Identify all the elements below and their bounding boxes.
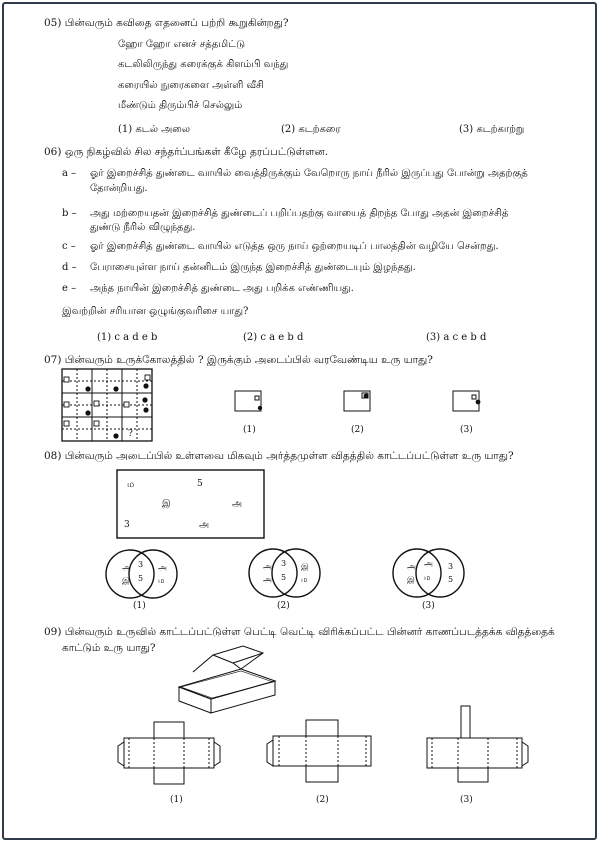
q06-item-a: ஓர் இறைச்சித் துண்டை வாயில் வைத்திருக்கும் வேறொரு நாய் நீரில் இருப்பது போன்று அதற்குத் <box>90 168 528 179</box>
q07-option-label: (1) <box>243 425 256 435</box>
venn-item: ம <box>424 573 431 582</box>
q09-option-label: (1) <box>170 795 183 805</box>
q05-question: 05) பின்வரும் கவிதை எதனைப் பற்றி கூறுகின்றது? <box>44 17 289 29</box>
q08-box-item: இ <box>162 499 171 509</box>
q05-poem-line: கடலிலிருந்து கரைக்குக் கிளம்பி வந்து <box>118 59 289 70</box>
venn-item: 5 <box>281 573 287 582</box>
q08-box-item: அ <box>232 499 243 509</box>
q06-item-e: அந்த நாயின் இறைச்சித் துண்டை அது பறிக்க எண்ணியது. <box>90 283 354 294</box>
q07-question: 07) பின்வரும் உருக்கோலத்தில் ? இருக்கும் அடைப்பில் வரவேண்டிய உரு யாது? <box>44 354 433 366</box>
q08-box-item: 5 <box>197 479 203 489</box>
venn-item: 5 <box>138 574 144 583</box>
q06-question: 06) ஒரு நிகழ்வில் சில சந்தர்ப்பங்கள் கீழே தரப்பட்டுள்ளன. <box>44 146 329 158</box>
q06-item-key: a – <box>62 168 77 179</box>
q07-option-2-figure[interactable] <box>344 391 370 411</box>
q08-box-item: ம <box>127 480 135 490</box>
dot-icon <box>85 410 90 415</box>
q06-item-a-cont: தோன்றியது. <box>90 183 148 194</box>
dot-icon <box>113 386 118 391</box>
q06-prompt: இவற்றின் சரியான ஒழுங்குவரிசை யாது? <box>62 306 249 317</box>
small-square-icon <box>64 377 69 382</box>
q07-option-label: (2) <box>351 425 364 435</box>
venn-item: அ <box>407 562 416 571</box>
q06-item-key: d – <box>62 262 77 273</box>
q08-box-item: 3 <box>124 520 130 530</box>
q08-question: 08) பின்வரும் அடைப்பில் உள்ளவை மிகவும் அர்த்தமுள்ள விதத்தில் காட்டப்பட்டுள்ள உரு யாது? <box>44 450 514 462</box>
q06-item-d: பேராசையுள்ள நாய் தன்னிடம் இருந்த இறைச்சித் துண்டையும் இழந்தது. <box>90 262 416 273</box>
venn-item: அ <box>424 559 433 568</box>
venn-item: ம <box>158 576 165 585</box>
q08-option-label: (2) <box>277 601 290 611</box>
q08-option-label: (1) <box>133 601 146 611</box>
q06-item-c: ஓர் இறைச்சித் துண்டை வாயில் எடுத்த ஒரு நாய் ஒற்றையடிப் பாலத்தின் வழியே சென்றது. <box>90 241 499 252</box>
q05-option-3[interactable]: (3) கடற்காற்று <box>459 124 525 135</box>
q06-option-2[interactable]: (2) c a e b d <box>243 332 304 343</box>
venn-item: இ <box>122 576 130 585</box>
small-square-icon <box>64 421 69 426</box>
venn-item: 3 <box>281 559 287 568</box>
q09-question-cont: காட்டும் உரு யாது? <box>62 642 156 654</box>
q09-question: 09) பின்வரும் உருவில் காட்டப்பட்டுள்ள பெட்டி வெட்டி விரிக்கப்பட்ட பின்னர் காணப்படத்தக்க விதத்தைக் <box>44 626 555 638</box>
venn-item: அ <box>122 563 131 572</box>
venn-item: இ <box>407 575 415 584</box>
q09-option-label: (2) <box>316 795 329 805</box>
venn-item: 3 <box>448 562 454 571</box>
q05-option-1[interactable]: (1) கடல் அலை <box>118 124 191 135</box>
q08-box-item: அ <box>199 520 210 530</box>
venn-item: 5 <box>448 575 454 584</box>
venn-item: இ <box>301 562 309 571</box>
q09-net-option-2[interactable] <box>267 720 371 782</box>
q07-option-label: (3) <box>460 425 473 435</box>
q05-poem-line: மீண்டும் திரும்பிச் செல்லும் <box>118 100 243 111</box>
venn-item: ம <box>301 575 308 584</box>
q09-open-box-figure <box>179 646 275 713</box>
dot-icon <box>142 397 147 402</box>
q07-pattern-grid <box>62 369 152 441</box>
q06-option-3[interactable]: (3) a c e b d <box>426 332 487 343</box>
small-square-icon <box>64 402 69 407</box>
q07-option-1-figure[interactable] <box>235 391 262 411</box>
venn-item: அ <box>158 563 167 572</box>
small-square-icon <box>124 402 129 407</box>
q06-item-b-cont: துண்டு நீரில் விழுந்தது. <box>90 222 196 233</box>
small-square-icon <box>94 421 99 426</box>
dot-icon <box>85 386 90 391</box>
small-square-icon <box>94 401 99 406</box>
q09-net-option-3[interactable] <box>427 706 528 782</box>
q09-net-option-1[interactable] <box>118 722 220 784</box>
q05-poem-line: கரையில் நுரைகளை அள்ளி வீசி <box>118 80 264 91</box>
venn-item: அ <box>263 575 272 584</box>
dot-icon <box>113 433 118 438</box>
q06-item-key: b – <box>62 208 77 219</box>
q05-poem-line: ஹோ ஹோ எனச் சத்தமிட்டு <box>118 39 246 50</box>
venn-item: அ <box>263 562 272 571</box>
q06-option-1[interactable]: (1) c a d e b <box>97 332 158 343</box>
venn-item: 3 <box>138 560 144 569</box>
dot-icon <box>143 407 148 412</box>
q07-missing-mark: ? <box>128 429 133 439</box>
q05-option-2[interactable]: (2) கடற்கரை <box>281 124 341 135</box>
q06-item-b: அது மற்றையதன் இறைச்சித் துண்டைப் பறிப்பதற்கு வாயைத் திறந்த போது அதன் இறைச்சித் <box>90 208 509 219</box>
q06-item-key: e – <box>62 283 77 294</box>
q09-option-label: (3) <box>460 795 473 805</box>
q07-option-3-figure[interactable] <box>453 391 480 411</box>
q08-option-label: (3) <box>422 601 435 611</box>
q06-item-key: c – <box>62 241 76 252</box>
dot-icon <box>143 383 148 388</box>
small-square-icon <box>145 375 150 380</box>
